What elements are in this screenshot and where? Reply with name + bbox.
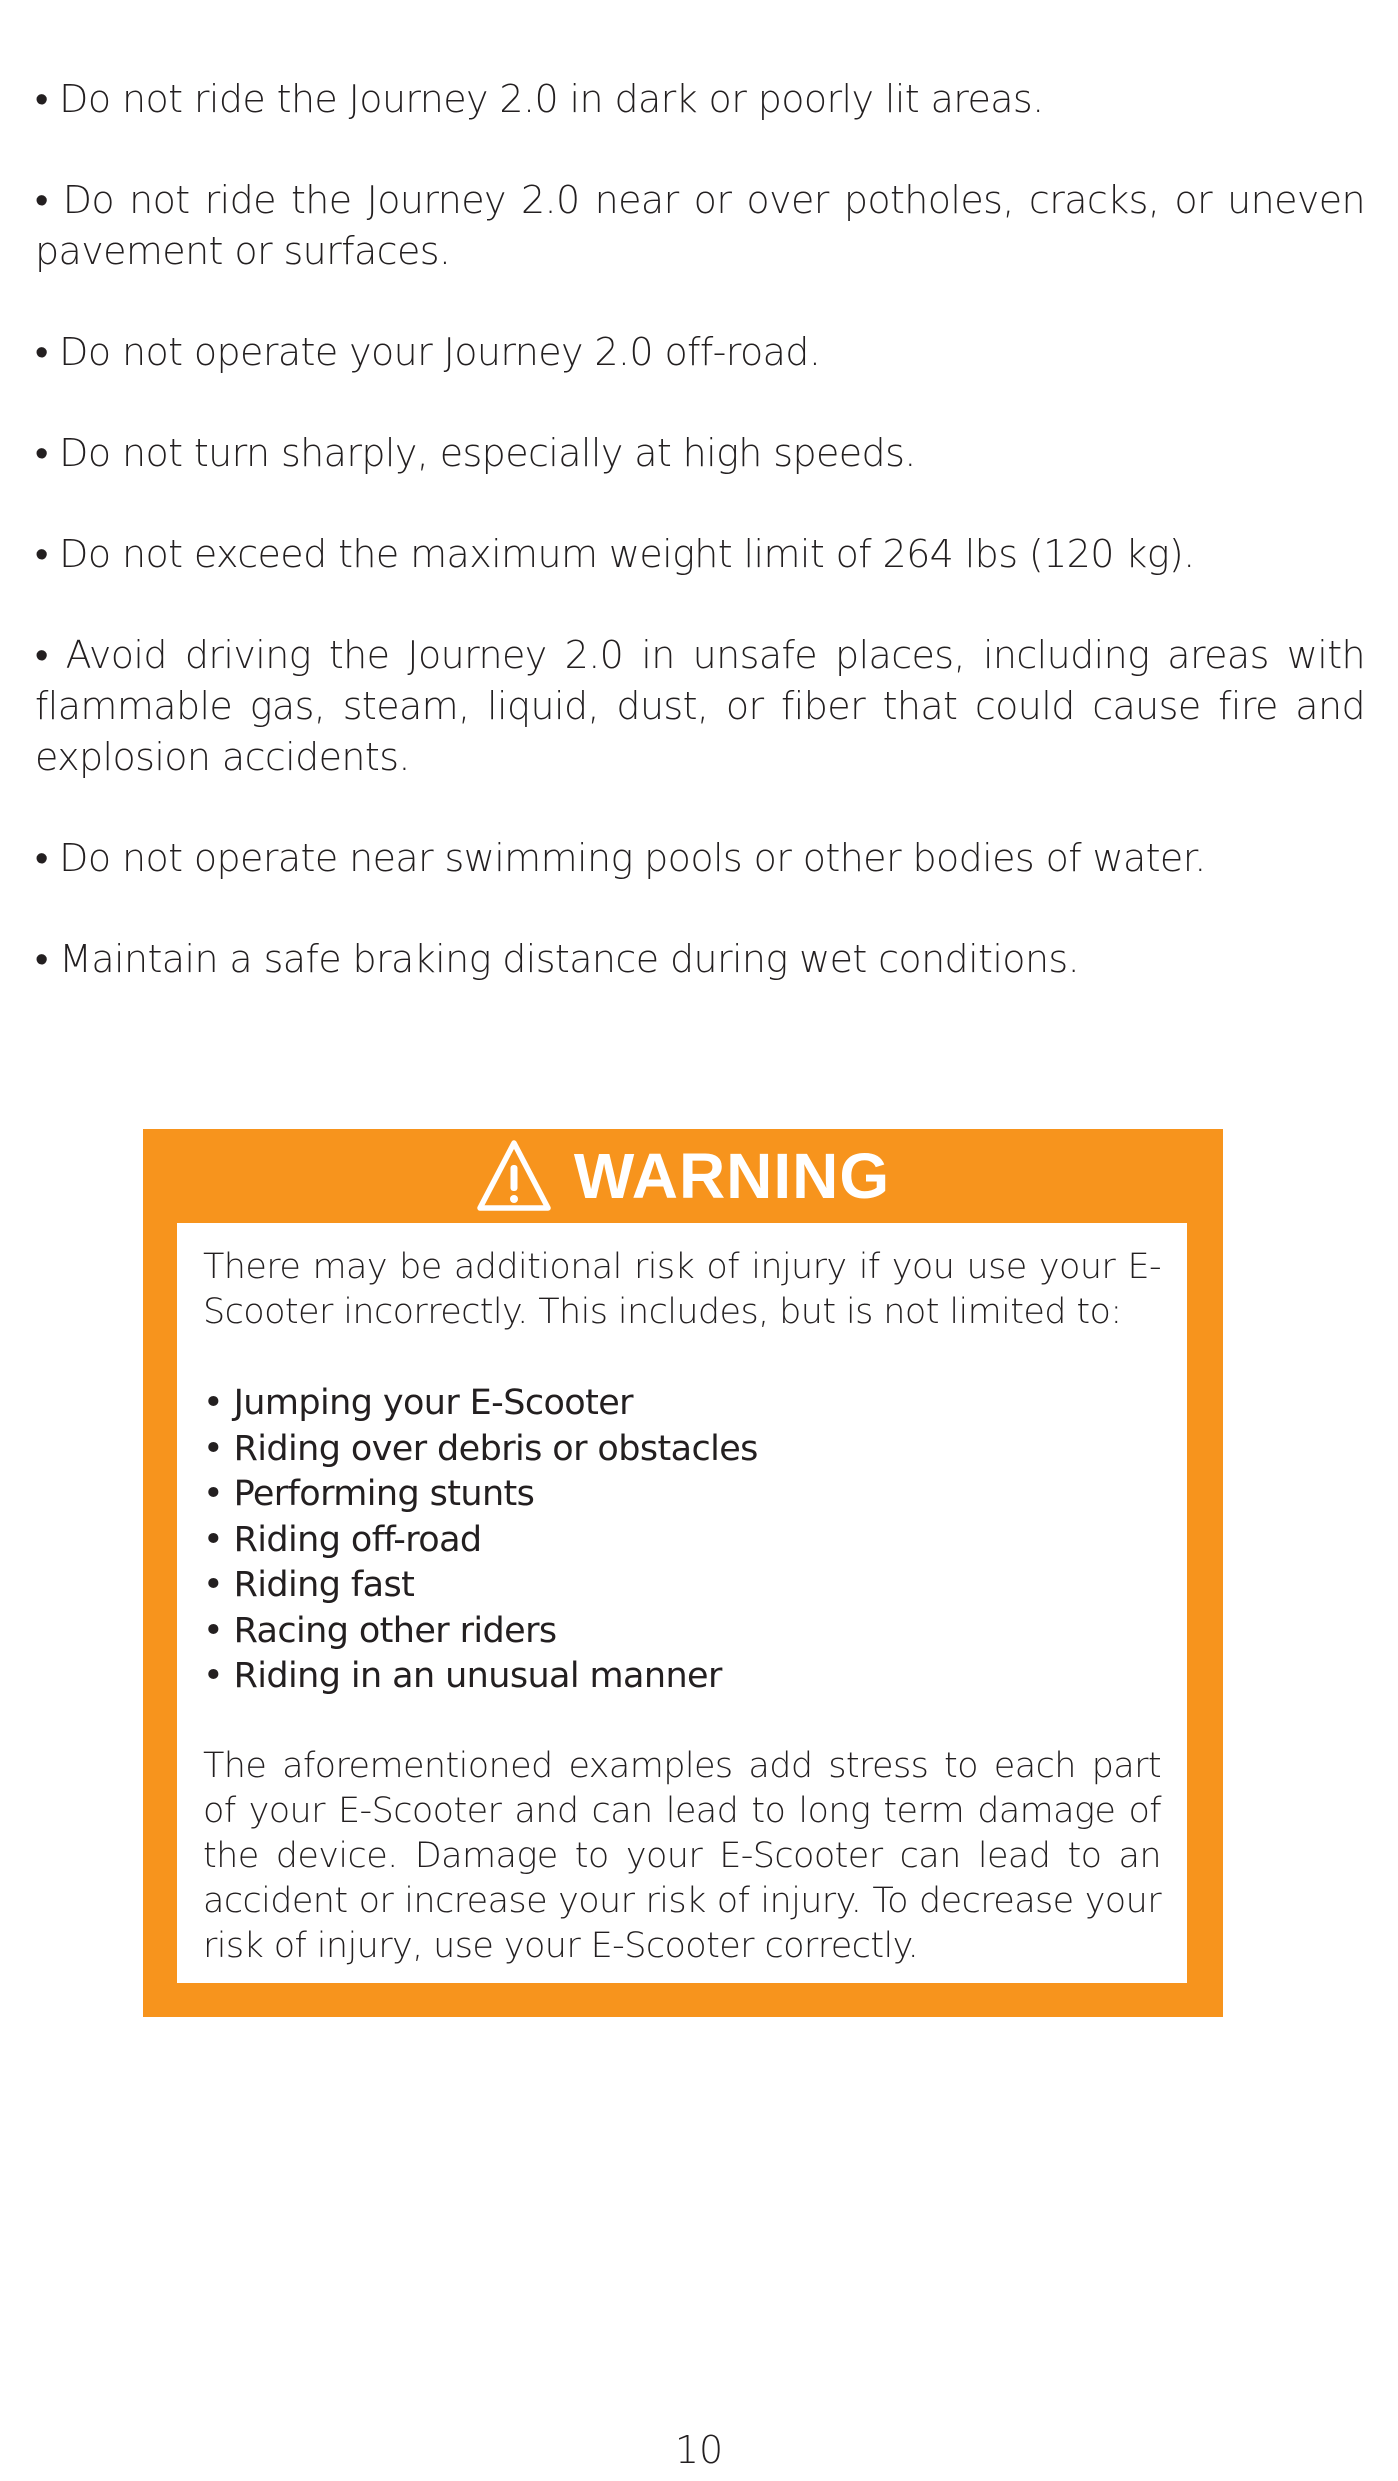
warning-title: WARNING	[573, 1140, 891, 1212]
warning-item: • Riding in an unusual manner	[203, 1656, 722, 1696]
warning-item: • Riding off-road	[203, 1519, 482, 1560]
warning-closing: The aforementioned examples add stress to each part of your E-Scooter and can lead to long term damage of the device. Damage to your E-Scooter can lead to an accident or increase your risk of injury. To decrease your risk of injury, use your E-Scooter correctly.	[203, 1745, 1161, 1966]
safety-bullet: • Do not operate your Journey 2.0 off-road.	[35, 330, 821, 374]
warning-item: • Performing stunts	[203, 1474, 535, 1514]
safety-bullet: • Do not ride the Journey 2.0 in dark or poorly lit areas.	[35, 77, 1044, 121]
safety-bullet: • Maintain a safe braking distance during wet conditions.	[35, 937, 1080, 981]
warning-item: • Jumping your E-Scooter	[203, 1383, 633, 1423]
safety-bullet: • Do not ride the Journey 2.0 near or over potholes, cracks, or uneven pavement or surfaces.	[35, 178, 1365, 273]
warning-triangle-icon	[476, 1138, 552, 1214]
warning-item: • Racing other riders	[203, 1610, 557, 1651]
safety-bullet: • Avoid driving the Journey 2.0 in unsafe places, including areas with flammable gas, steam, liquid, dust, or fiber that could cause fire and explosion accidents.	[35, 633, 1365, 779]
warning-item: • Riding over debris or obstacles	[203, 1428, 758, 1469]
warning-item-list	[203, 1381, 1161, 1700]
warning-intro: There may be additional risk of injury if you use your E-Scooter incorrectly. This includes, but is not limited to:	[203, 1247, 1161, 1332]
safety-bullet: • Do not operate near swimming pools or other bodies of water.	[35, 836, 1206, 880]
safety-bullet: • Do not turn sharply, especially at high speeds.	[35, 431, 916, 475]
safety-bullet-list	[35, 74, 1365, 1035]
warning-content-panel	[177, 1223, 1187, 1983]
safety-bullet: • Do not exceed the maximum weight limit of 264 lbs (120 kg).	[35, 532, 1195, 576]
warning-item: • Riding fast	[203, 1565, 415, 1605]
warning-header	[143, 1129, 1223, 1223]
warning-box	[143, 1129, 1223, 2017]
page-number: 10	[674, 2428, 724, 2472]
